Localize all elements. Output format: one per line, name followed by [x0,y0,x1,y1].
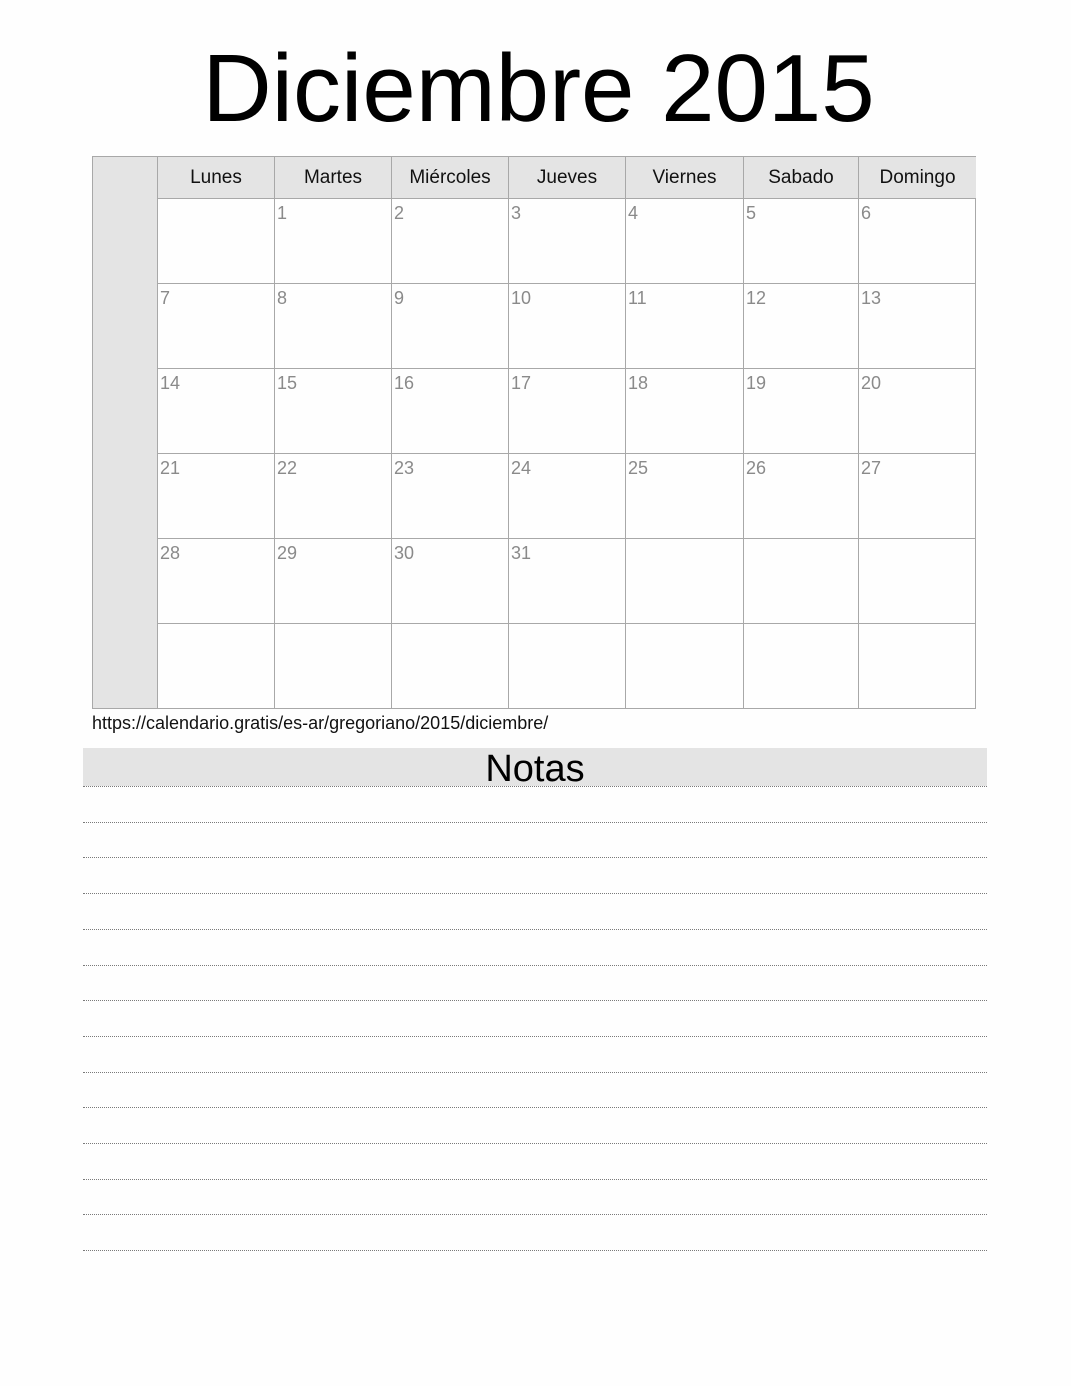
weekday-header: Jueves [509,157,626,199]
day-cell[interactable]: 9 [392,284,509,369]
week-sidebar [93,157,158,708]
note-line[interactable] [83,1000,987,1001]
day-cell[interactable]: 5 [744,199,859,284]
day-cell[interactable]: 29 [275,539,392,624]
weekday-header: Lunes [158,157,275,199]
day-cell[interactable]: 18 [626,369,744,454]
day-cell[interactable] [158,624,275,709]
day-cell[interactable]: 16 [392,369,509,454]
day-cell[interactable]: 7 [158,284,275,369]
day-cell[interactable]: 17 [509,369,626,454]
day-cell[interactable]: 12 [744,284,859,369]
day-cell[interactable]: 11 [626,284,744,369]
day-cell[interactable] [626,624,744,709]
day-cell[interactable]: 25 [626,454,744,539]
day-cell[interactable]: 27 [859,454,976,539]
note-line[interactable] [83,1036,987,1037]
note-line[interactable] [83,822,987,823]
source-url[interactable]: https://calendario.gratis/es-ar/gregoriano/2015/diciembre/ [92,713,549,733]
note-line[interactable] [83,1107,987,1108]
note-line[interactable] [83,1214,987,1215]
day-cell[interactable]: 22 [275,454,392,539]
day-cell[interactable]: 8 [275,284,392,369]
note-line[interactable] [83,786,987,787]
day-cell[interactable]: 2 [392,199,509,284]
day-cell[interactable]: 19 [744,369,859,454]
day-cell[interactable]: 26 [744,454,859,539]
day-cell[interactable] [275,624,392,709]
calendar-days [158,157,975,708]
day-cell[interactable]: 13 [859,284,976,369]
day-cell[interactable]: 14 [158,369,275,454]
note-line[interactable] [83,965,987,966]
note-line[interactable] [83,857,987,858]
day-cell[interactable]: 21 [158,454,275,539]
day-cell[interactable]: 20 [859,369,976,454]
day-cell[interactable]: 15 [275,369,392,454]
day-cell[interactable] [744,624,859,709]
day-cell[interactable]: 10 [509,284,626,369]
day-cell[interactable] [859,624,976,709]
day-cell[interactable]: 31 [509,539,626,624]
day-cell[interactable] [744,539,859,624]
day-cell[interactable] [158,199,275,284]
note-line[interactable] [83,1072,987,1073]
weekday-header: Domingo [859,157,976,199]
day-cell[interactable]: 3 [509,199,626,284]
note-line[interactable] [83,1179,987,1180]
note-line[interactable] [83,893,987,894]
day-cell[interactable] [509,624,626,709]
day-cell[interactable] [626,539,744,624]
notes-header: Notas [83,748,987,786]
day-cell[interactable]: 1 [275,199,392,284]
weekday-header: Viernes [626,157,744,199]
day-cell[interactable]: 24 [509,454,626,539]
day-cell[interactable]: 30 [392,539,509,624]
day-cell[interactable] [859,539,976,624]
day-cell[interactable] [392,624,509,709]
note-line[interactable] [83,1250,987,1251]
note-line[interactable] [83,929,987,930]
note-line[interactable] [83,1143,987,1144]
weekday-header: Miércoles [392,157,509,199]
day-cell[interactable]: 6 [859,199,976,284]
calendar-grid [92,156,976,709]
day-cell[interactable]: 4 [626,199,744,284]
day-cell[interactable]: 28 [158,539,275,624]
weekday-header: Sabado [744,157,859,199]
page-title: Diciembre 2015 [202,35,875,142]
day-cell[interactable]: 23 [392,454,509,539]
weekday-header: Martes [275,157,392,199]
